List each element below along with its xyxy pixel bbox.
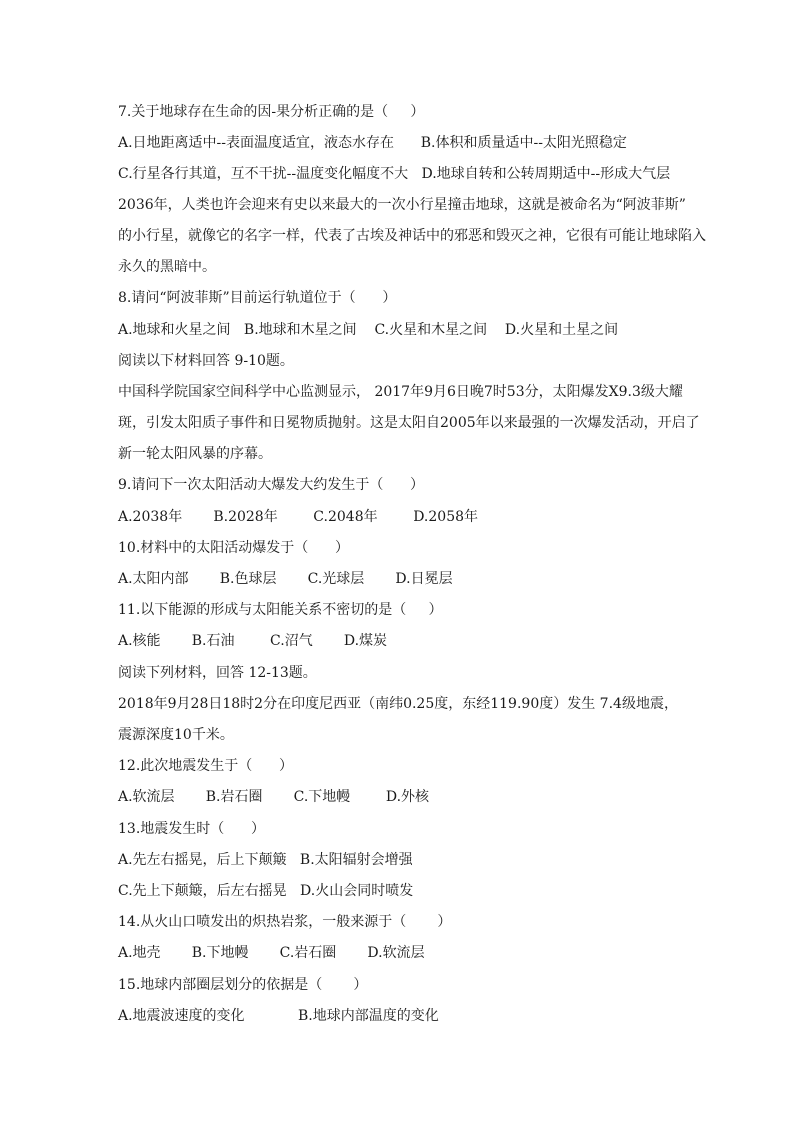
question-13: 13.地震发生时（ ） <box>118 821 265 837</box>
question-11: 11.以下能源的形成与太阳能关系不密切的是（ ） <box>118 602 443 618</box>
material-apophis-line-1: 2036年，人类也许会迎来有史以来最大的一次小行星撞击地球，这就是被命名为“阿波菲斯” <box>118 197 686 213</box>
question-7: 7.关于地球存在生命的因-果分析正确的是（ ） <box>118 104 425 120</box>
question-7-options-ab: A.日地距离适中--表面温度适宜，液态水存在 B.体积和质量适中--太阳光照稳定 <box>118 135 627 151</box>
question-14-options: A.地壳 B.下地幔 C.岩石圈 D.软流层 <box>118 945 425 961</box>
material-apophis-line-3: 永久的黑暗中。 <box>118 259 216 275</box>
question-11-options: A.核能 B.石油 C.沼气 D.煤炭 <box>118 633 388 649</box>
question-7-options-cd: C.行星各行其道，互不干扰--温度变化幅度不大 D.地球自转和公转周期适中--形成大气层 <box>118 166 671 182</box>
question-8-options: A.地球和火星之间 B.地球和木星之间 C.火星和木星之间 D.火星和土星之间 <box>118 322 619 338</box>
question-12: 12.此次地震发生于（ ） <box>118 758 293 774</box>
material-apophis-line-2: 的小行星，就像它的名字一样，代表了古埃及神话中的邪恶和毁灭之神，它很有可能让地球陷入 <box>118 228 706 244</box>
reading-prompt-12-13: 阅读下列材料，回答 12-13题。 <box>118 665 317 681</box>
material-solar-line-2: 斑，引发太阳质子事件和日冕物质抛射。这是太阳自2005年以来最强的一次爆发活动，开启了 <box>118 415 700 431</box>
question-10: 10.材料中的太阳活动爆发于（ ） <box>118 540 349 556</box>
material-solar-line-1: 中国科学院国家空间科学中心监测显示， 2017年9月6日晚7时53分，太阳爆发X9.3级大耀 <box>118 384 683 400</box>
question-12-options: A.软流层 B.岩石圈 C.下地幔 D.外核 <box>118 789 430 805</box>
question-13-options-cd: C.先上下颠簸，后左右摇晃 D.火山会同时喷发 <box>118 883 414 899</box>
question-9-options: A.2038年 B.2028年 C.2048年 D.2058年 <box>118 509 479 525</box>
question-10-options: A.太阳内部 B.色球层 C.光球层 D.日冕层 <box>118 571 453 587</box>
material-solar-line-3: 新一轮太阳风暴的序幕。 <box>118 446 272 462</box>
question-13-options-ab: A.先左右摇晃，后上下颠簸 B.太阳辐射会增强 <box>118 852 413 868</box>
material-earthquake-line-1: 2018年9月28日18时2分在印度尼西亚（南纬0.25度，东经119.90度）发生 7.4级地震， <box>118 696 678 712</box>
question-15: 15.地球内部圈层划分的依据是（ ） <box>118 977 368 993</box>
reading-prompt-9-10: 阅读以下材料回答 9-10题。 <box>118 353 294 369</box>
question-15-options: A.地震波速度的变化 B.地球内部温度的变化 <box>118 1008 439 1024</box>
question-9: 9.请问下一次太阳活动大爆发大约发生于（ ） <box>118 477 425 493</box>
question-14: 14.从火山口喷发出的炽热岩浆，一般来源于（ ） <box>118 914 452 930</box>
question-8: 8.请问“阿波菲斯”目前运行轨道位于（ ） <box>118 290 397 306</box>
material-earthquake-line-2: 震源深度10千米。 <box>118 727 234 743</box>
